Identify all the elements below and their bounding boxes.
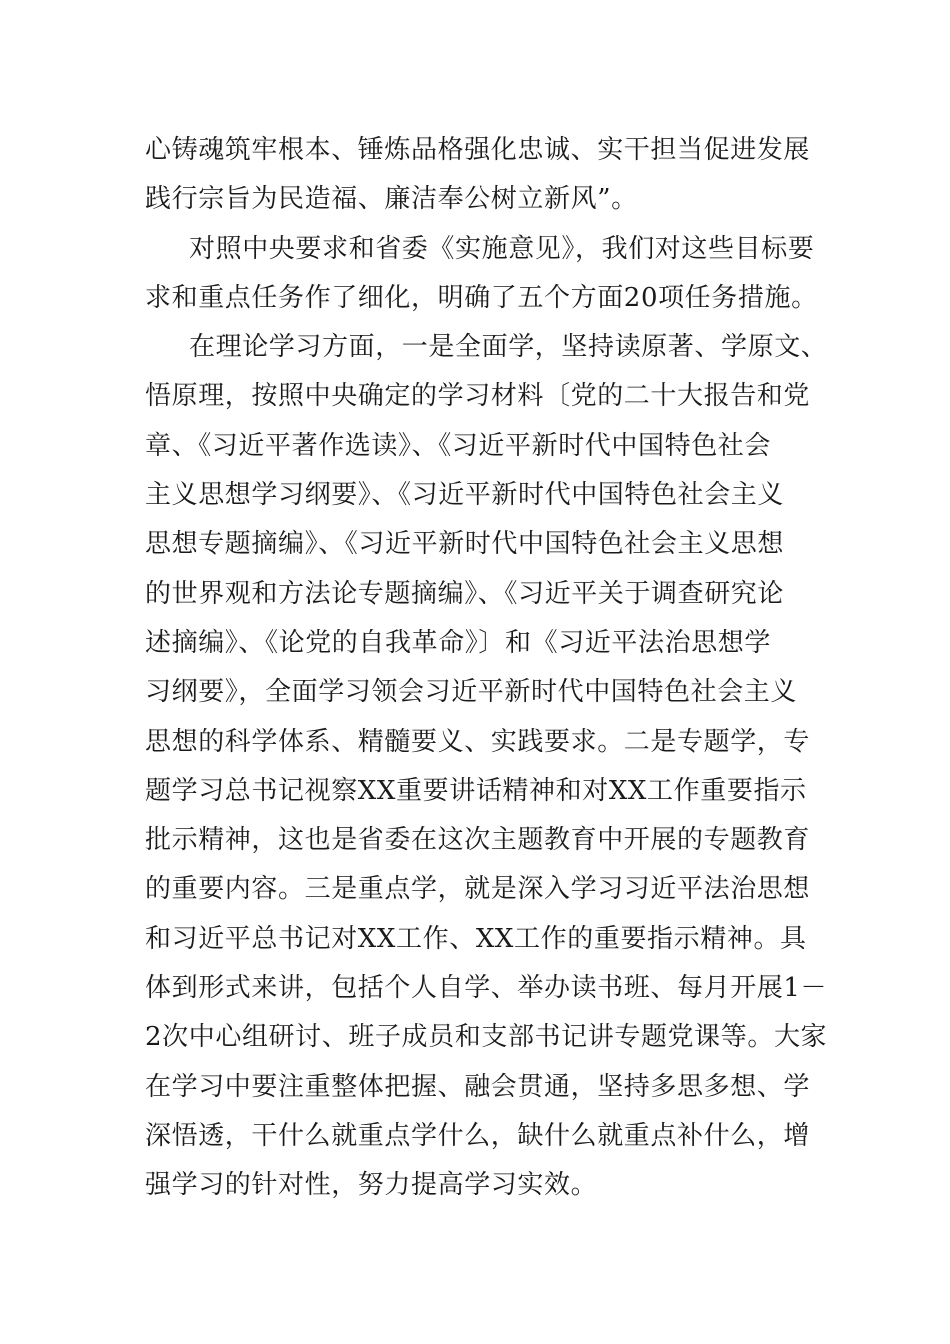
text-line-1: 心铸魂筑牢根本、锤炼品格强化忠诚、实干担当促进发展	[145, 135, 811, 165]
document-body	[145, 126, 828, 1211]
text-line-13: 思想的科学体系、精髓要义、实践要求。二是专题学，专	[145, 726, 811, 757]
text-line-20: 在学习中要注重整体把握、融会贯通，坚持多思多想、学	[145, 1071, 811, 1102]
text-line-7: 章、《习近平著作选读》、《习近平新时代中国特色社会	[145, 430, 772, 461]
text-line-22: 强学习的针对性，努力提高学习实效。	[145, 1170, 598, 1201]
text-line-14: 题学习总书记视察XX重要讲话精神和对XX工作重要指示	[145, 775, 807, 806]
text-line-2: 践行宗旨为民造福、廉洁奉公树立新风”。	[145, 184, 638, 215]
text-line-12: 习纲要》，全面学习领会习近平新时代中国特色社会主义	[145, 677, 798, 708]
text-line-17: 和习近平总书记对XX工作、XX工作的重要指示精神。具	[145, 923, 807, 954]
text-line-15: 批示精神，这也是省委在这次主题教育中开展的专题教育	[145, 825, 811, 856]
text-line-16: 的重要内容。三是重点学，就是深入学习习近平法治思想	[145, 874, 811, 905]
text-line-18: 体到形式来讲，包括个人自学、举办读书班、每月开展1－	[145, 973, 828, 1004]
text-line-19: 2次中心组研讨、班子成员和支部书记讲专题党课等。大家	[145, 1022, 828, 1053]
text-line-3: 对照中央要求和省委《实施意见》，我们对这些目标要	[189, 233, 815, 264]
text-line-4: 求和重点任务作了细化，明确了五个方面20项任务措施。	[145, 282, 818, 313]
text-line-9: 思想专题摘编》、《习近平新时代中国特色社会主义思想	[145, 529, 785, 560]
text-line-21: 深悟透，干什么就重点学什么，缺什么就重点补什么，增	[145, 1120, 811, 1151]
text-line-5: 在理论学习方面，一是全面学，坚持读原著、学原文、	[189, 332, 828, 363]
text-line-8: 主义思想学习纲要》、《习近平新时代中国特色社会主义	[145, 480, 785, 511]
text-line-11: 述摘编》、《论党的自我革命》〕和《习近平法治思想学	[145, 627, 772, 658]
text-line-6: 悟原理，按照中央确定的学习材料〔党的二十大报告和党	[145, 381, 811, 412]
text-line-10: 的世界观和方法论专题摘编》、《习近平关于调查研究论	[145, 578, 785, 609]
